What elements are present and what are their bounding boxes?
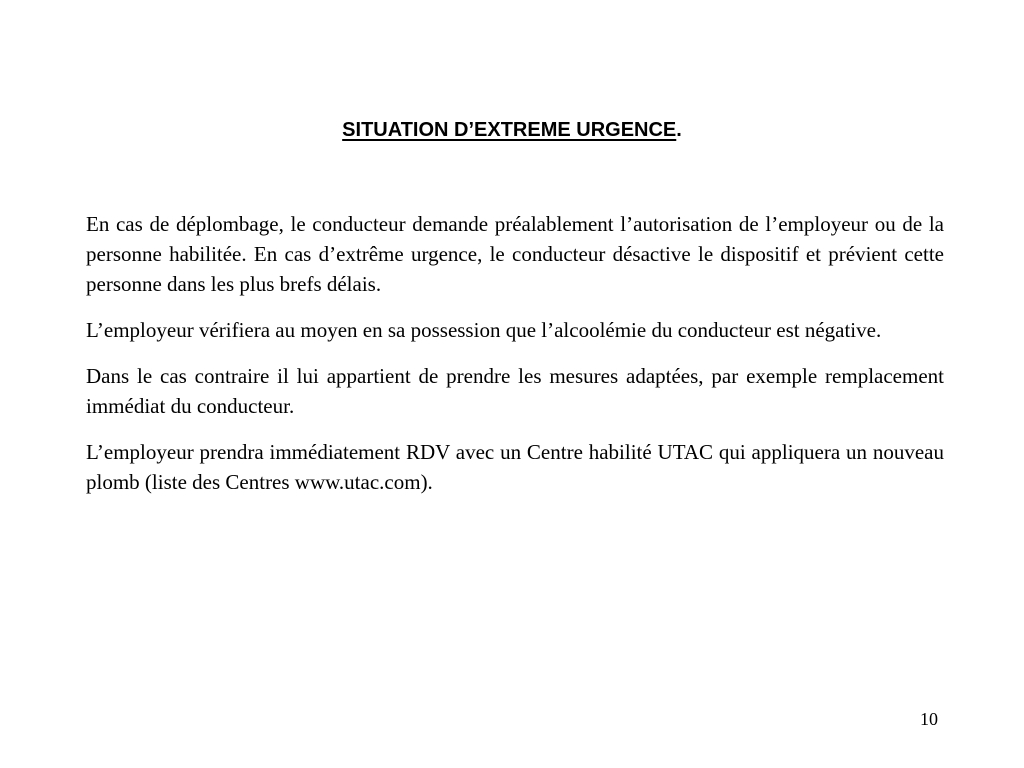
slide-body: [86, 209, 944, 513]
slide-title-period: .: [676, 119, 682, 141]
slide-title: [0, 117, 1024, 143]
page-number: 10: [920, 709, 938, 729]
paragraph-alcoolemie: L’employeur vérifiera au moyen en sa possession que l’alcoolémie du conducteur est négative.: [86, 318, 882, 342]
paragraph-utac: L’employeur prendra immédiatement RDV avec un Centre habilité UTAC qui appliquera un nouveau plomb (liste des Centres www.utac.com).: [86, 440, 944, 494]
paragraph-mesures: Dans le cas contraire il lui appartient de prendre les mesures adaptées, par exemple remplacement immédiat du conducteur.: [86, 364, 944, 418]
paragraph-deplombage: En cas de déplombage, le conducteur demande préalablement l’autorisation de l’employeur ou de la personne habilitée. En cas d’extrême urgence, le conducteur désactive le dispositif et prévient cette personne dans les plus brefs délais.: [86, 212, 944, 296]
slide-title-text: SITUATION D’EXTREME URGENCE: [342, 119, 677, 141]
